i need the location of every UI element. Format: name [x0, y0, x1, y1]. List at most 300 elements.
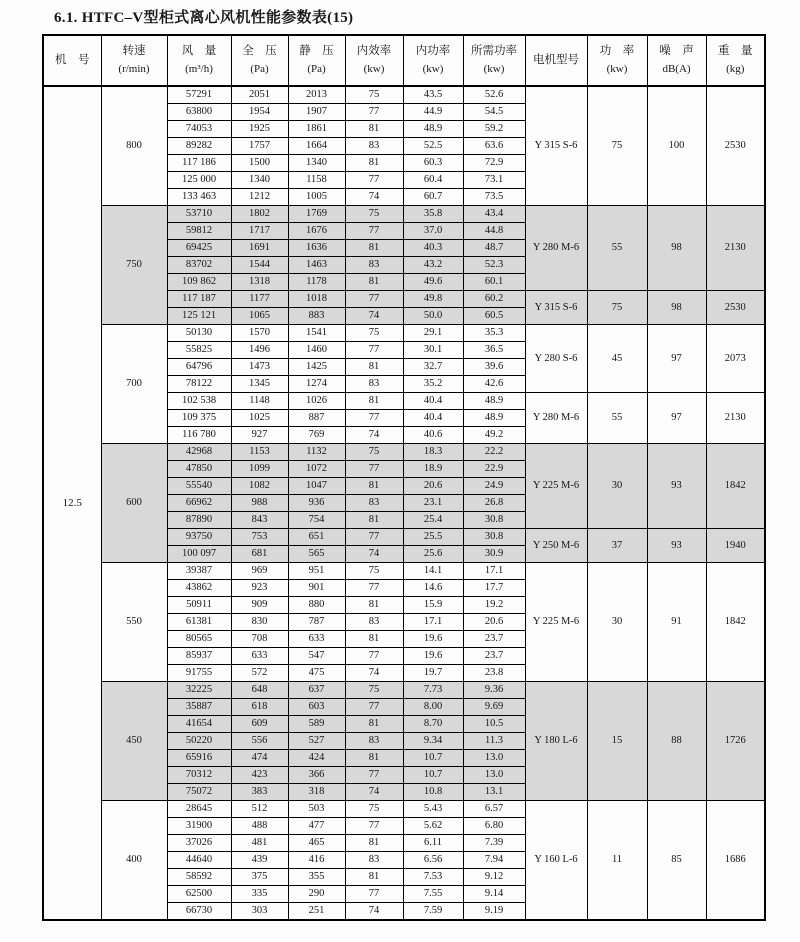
weight-cell: 2530 [706, 291, 765, 325]
motor-model-cell: Y 315 S-6 [525, 86, 587, 206]
static-pressure-cell: 355 [288, 869, 345, 886]
total-pressure-cell: 1153 [231, 444, 288, 461]
required-power-cell: 48.9 [463, 410, 525, 427]
required-power-cell: 73.5 [463, 189, 525, 206]
required-power-cell: 73.1 [463, 172, 525, 189]
airflow-cell: 116 780 [167, 427, 231, 444]
efficiency-cell: 77 [345, 410, 403, 427]
efficiency-cell: 77 [345, 342, 403, 359]
efficiency-cell: 83 [345, 257, 403, 274]
static-pressure-cell: 1026 [288, 393, 345, 410]
internal-power-cell: 50.0 [403, 308, 463, 325]
required-power-cell: 19.2 [463, 597, 525, 614]
efficiency-cell: 83 [345, 495, 403, 512]
static-pressure-cell: 1769 [288, 206, 345, 223]
static-pressure-cell: 1463 [288, 257, 345, 274]
airflow-cell: 109 375 [167, 410, 231, 427]
col-header-label: 内效率 [356, 45, 392, 58]
motor-model-cell: Y 315 S-6 [525, 291, 587, 325]
required-power-cell: 9.36 [463, 682, 525, 699]
efficiency-cell: 74 [345, 427, 403, 444]
col-header-unit: (kg) [726, 62, 745, 75]
total-pressure-cell: 1025 [231, 410, 288, 427]
total-pressure-cell: 303 [231, 903, 288, 921]
speed-cell: 450 [101, 682, 167, 801]
static-pressure-cell: 477 [288, 818, 345, 835]
weight-cell: 2530 [706, 86, 765, 206]
airflow-cell: 100 097 [167, 546, 231, 563]
airflow-cell: 43862 [167, 580, 231, 597]
static-pressure-cell: 366 [288, 767, 345, 784]
table-row [43, 206, 765, 223]
col-header-static-pressure [288, 35, 345, 86]
airflow-cell: 47850 [167, 461, 231, 478]
airflow-cell: 91755 [167, 665, 231, 682]
static-pressure-cell: 465 [288, 835, 345, 852]
efficiency-cell: 81 [345, 478, 403, 495]
airflow-cell: 59812 [167, 223, 231, 240]
motor-model-cell: Y 225 M-6 [525, 563, 587, 682]
total-pressure-cell: 1065 [231, 308, 288, 325]
efficiency-cell: 81 [345, 869, 403, 886]
internal-power-cell: 60.7 [403, 189, 463, 206]
static-pressure-cell: 936 [288, 495, 345, 512]
internal-power-cell: 40.6 [403, 427, 463, 444]
airflow-cell: 57291 [167, 86, 231, 104]
required-power-cell: 60.5 [463, 308, 525, 325]
internal-power-cell: 30.1 [403, 342, 463, 359]
airflow-cell: 44640 [167, 852, 231, 869]
table-row [43, 325, 765, 342]
airflow-cell: 75072 [167, 784, 231, 801]
efficiency-cell: 83 [345, 733, 403, 750]
motor-power-cell: 11 [587, 801, 647, 921]
airflow-cell: 58592 [167, 869, 231, 886]
efficiency-cell: 77 [345, 767, 403, 784]
airflow-cell: 89282 [167, 138, 231, 155]
airflow-cell: 42968 [167, 444, 231, 461]
motor-power-cell: 30 [587, 444, 647, 529]
col-header-noise [647, 35, 706, 86]
weight-cell: 2073 [706, 325, 765, 393]
motor-power-cell: 75 [587, 86, 647, 206]
weight-cell: 1842 [706, 444, 765, 529]
total-pressure-cell: 909 [231, 597, 288, 614]
internal-power-cell: 44.9 [403, 104, 463, 121]
total-pressure-cell: 681 [231, 546, 288, 563]
static-pressure-cell: 290 [288, 886, 345, 903]
col-header-motor-power [587, 35, 647, 86]
efficiency-cell: 74 [345, 308, 403, 325]
efficiency-cell: 77 [345, 699, 403, 716]
total-pressure-cell: 572 [231, 665, 288, 682]
internal-power-cell: 40.4 [403, 393, 463, 410]
airflow-cell: 32225 [167, 682, 231, 699]
efficiency-cell: 81 [345, 155, 403, 172]
motor-power-cell: 55 [587, 206, 647, 291]
static-pressure-cell: 527 [288, 733, 345, 750]
internal-power-cell: 5.43 [403, 801, 463, 818]
col-header-label: 机 号 [55, 53, 90, 66]
col-header-required-power [463, 35, 525, 86]
internal-power-cell: 32.7 [403, 359, 463, 376]
total-pressure-cell: 633 [231, 648, 288, 665]
total-pressure-cell: 488 [231, 818, 288, 835]
internal-power-cell: 9.34 [403, 733, 463, 750]
airflow-cell: 117 186 [167, 155, 231, 172]
efficiency-cell: 81 [345, 240, 403, 257]
total-pressure-cell: 556 [231, 733, 288, 750]
total-pressure-cell: 1212 [231, 189, 288, 206]
internal-power-cell: 37.0 [403, 223, 463, 240]
col-header-unit: (kw) [483, 62, 505, 75]
airflow-cell: 125 000 [167, 172, 231, 189]
efficiency-cell: 77 [345, 529, 403, 546]
col-header-unit: (m³/h) [185, 62, 213, 75]
total-pressure-cell: 383 [231, 784, 288, 801]
internal-power-cell: 6.56 [403, 852, 463, 869]
col-header-weight [706, 35, 765, 86]
efficiency-cell: 77 [345, 886, 403, 903]
internal-power-cell: 25.6 [403, 546, 463, 563]
static-pressure-cell: 318 [288, 784, 345, 801]
required-power-cell: 9.14 [463, 886, 525, 903]
total-pressure-cell: 969 [231, 563, 288, 580]
required-power-cell: 9.19 [463, 903, 525, 921]
airflow-cell: 63800 [167, 104, 231, 121]
static-pressure-cell: 1907 [288, 104, 345, 121]
required-power-cell: 35.3 [463, 325, 525, 342]
table-row [43, 682, 765, 699]
efficiency-cell: 81 [345, 393, 403, 410]
airflow-cell: 69425 [167, 240, 231, 257]
total-pressure-cell: 335 [231, 886, 288, 903]
col-header-label: 全 压 [242, 45, 277, 58]
required-power-cell: 36.5 [463, 342, 525, 359]
airflow-cell: 41654 [167, 716, 231, 733]
static-pressure-cell: 1072 [288, 461, 345, 478]
noise-cell: 97 [647, 393, 706, 444]
col-header-unit: (Pa) [250, 62, 269, 75]
efficiency-cell: 77 [345, 104, 403, 121]
total-pressure-cell: 609 [231, 716, 288, 733]
required-power-cell: 42.6 [463, 376, 525, 393]
airflow-cell: 53710 [167, 206, 231, 223]
efficiency-cell: 75 [345, 325, 403, 342]
airflow-cell: 37026 [167, 835, 231, 852]
total-pressure-cell: 1500 [231, 155, 288, 172]
internal-power-cell: 35.8 [403, 206, 463, 223]
internal-power-cell: 8.00 [403, 699, 463, 716]
noise-cell: 85 [647, 801, 706, 921]
internal-power-cell: 23.1 [403, 495, 463, 512]
total-pressure-cell: 1148 [231, 393, 288, 410]
airflow-cell: 125 121 [167, 308, 231, 325]
required-power-cell: 13.0 [463, 750, 525, 767]
airflow-cell: 74053 [167, 121, 231, 138]
internal-power-cell: 10.7 [403, 750, 463, 767]
speed-cell: 550 [101, 563, 167, 682]
static-pressure-cell: 787 [288, 614, 345, 631]
efficiency-cell: 74 [345, 189, 403, 206]
static-pressure-cell: 887 [288, 410, 345, 427]
static-pressure-cell: 1425 [288, 359, 345, 376]
weight-cell: 2130 [706, 393, 765, 444]
efficiency-cell: 83 [345, 614, 403, 631]
efficiency-cell: 81 [345, 716, 403, 733]
efficiency-cell: 81 [345, 631, 403, 648]
total-pressure-cell: 1691 [231, 240, 288, 257]
noise-cell: 98 [647, 291, 706, 325]
speed-cell: 750 [101, 206, 167, 325]
col-header-airflow [167, 35, 231, 86]
efficiency-cell: 83 [345, 138, 403, 155]
static-pressure-cell: 1636 [288, 240, 345, 257]
static-pressure-cell: 901 [288, 580, 345, 597]
airflow-cell: 28645 [167, 801, 231, 818]
required-power-cell: 48.9 [463, 393, 525, 410]
required-power-cell: 52.3 [463, 257, 525, 274]
noise-cell: 93 [647, 444, 706, 529]
internal-power-cell: 5.62 [403, 818, 463, 835]
motor-model-cell: Y 160 L-6 [525, 801, 587, 921]
speed-cell: 400 [101, 801, 167, 921]
required-power-cell: 30.8 [463, 529, 525, 546]
airflow-cell: 87890 [167, 512, 231, 529]
required-power-cell: 49.2 [463, 427, 525, 444]
col-header-label: 静 压 [299, 45, 334, 58]
airflow-cell: 70312 [167, 767, 231, 784]
col-header-label: 噪 声 [659, 45, 694, 58]
efficiency-cell: 81 [345, 597, 403, 614]
total-pressure-cell: 2051 [231, 86, 288, 104]
col-header-unit: dB(A) [662, 62, 691, 75]
weight-cell: 2130 [706, 206, 765, 291]
total-pressure-cell: 1570 [231, 325, 288, 342]
motor-model-cell: Y 250 M-6 [525, 529, 587, 563]
static-pressure-cell: 416 [288, 852, 345, 869]
required-power-cell: 9.69 [463, 699, 525, 716]
internal-power-cell: 7.73 [403, 682, 463, 699]
table-row [43, 86, 765, 104]
airflow-cell: 133 463 [167, 189, 231, 206]
total-pressure-cell: 423 [231, 767, 288, 784]
internal-power-cell: 35.2 [403, 376, 463, 393]
total-pressure-cell: 439 [231, 852, 288, 869]
col-header-unit: (r/min) [118, 62, 150, 75]
static-pressure-cell: 637 [288, 682, 345, 699]
airflow-cell: 78122 [167, 376, 231, 393]
weight-cell: 1686 [706, 801, 765, 921]
static-pressure-cell: 503 [288, 801, 345, 818]
static-pressure-cell: 1664 [288, 138, 345, 155]
motor-power-cell: 15 [587, 682, 647, 801]
static-pressure-cell: 1158 [288, 172, 345, 189]
internal-power-cell: 8.70 [403, 716, 463, 733]
internal-power-cell: 19.7 [403, 665, 463, 682]
static-pressure-cell: 589 [288, 716, 345, 733]
static-pressure-cell: 880 [288, 597, 345, 614]
airflow-cell: 61381 [167, 614, 231, 631]
airflow-cell: 55825 [167, 342, 231, 359]
efficiency-cell: 74 [345, 665, 403, 682]
internal-power-cell: 15.9 [403, 597, 463, 614]
static-pressure-cell: 547 [288, 648, 345, 665]
total-pressure-cell: 1802 [231, 206, 288, 223]
noise-cell: 97 [647, 325, 706, 393]
internal-power-cell: 29.1 [403, 325, 463, 342]
weight-cell: 1842 [706, 563, 765, 682]
col-header-label: 转速 [122, 45, 146, 58]
speed-cell: 700 [101, 325, 167, 444]
efficiency-cell: 75 [345, 444, 403, 461]
required-power-cell: 44.8 [463, 223, 525, 240]
internal-power-cell: 10.7 [403, 767, 463, 784]
static-pressure-cell: 769 [288, 427, 345, 444]
required-power-cell: 23.7 [463, 648, 525, 665]
required-power-cell: 7.39 [463, 835, 525, 852]
efficiency-cell: 77 [345, 172, 403, 189]
col-header-unit: (kw) [422, 62, 444, 75]
required-power-cell: 11.3 [463, 733, 525, 750]
efficiency-cell: 77 [345, 461, 403, 478]
static-pressure-cell: 754 [288, 512, 345, 529]
airflow-cell: 109 862 [167, 274, 231, 291]
airflow-cell: 66962 [167, 495, 231, 512]
efficiency-cell: 75 [345, 86, 403, 104]
required-power-cell: 30.9 [463, 546, 525, 563]
efficiency-cell: 81 [345, 274, 403, 291]
internal-power-cell: 49.8 [403, 291, 463, 308]
motor-model-cell: Y 280 S-6 [525, 325, 587, 393]
required-power-cell: 9.12 [463, 869, 525, 886]
total-pressure-cell: 1954 [231, 104, 288, 121]
required-power-cell: 23.8 [463, 665, 525, 682]
airflow-cell: 64796 [167, 359, 231, 376]
total-pressure-cell: 618 [231, 699, 288, 716]
internal-power-cell: 43.2 [403, 257, 463, 274]
static-pressure-cell: 475 [288, 665, 345, 682]
airflow-cell: 85937 [167, 648, 231, 665]
efficiency-cell: 77 [345, 648, 403, 665]
motor-power-cell: 75 [587, 291, 647, 325]
static-pressure-cell: 883 [288, 308, 345, 325]
total-pressure-cell: 481 [231, 835, 288, 852]
motor-power-cell: 45 [587, 325, 647, 393]
total-pressure-cell: 1177 [231, 291, 288, 308]
internal-power-cell: 7.59 [403, 903, 463, 921]
total-pressure-cell: 1544 [231, 257, 288, 274]
total-pressure-cell: 512 [231, 801, 288, 818]
static-pressure-cell: 1018 [288, 291, 345, 308]
motor-model-cell: Y 280 M-6 [525, 393, 587, 444]
total-pressure-cell: 1082 [231, 478, 288, 495]
required-power-cell: 6.80 [463, 818, 525, 835]
internal-power-cell: 60.3 [403, 155, 463, 172]
noise-cell: 88 [647, 682, 706, 801]
efficiency-cell: 75 [345, 801, 403, 818]
col-header-internal-power [403, 35, 463, 86]
airflow-cell: 35887 [167, 699, 231, 716]
efficiency-cell: 77 [345, 818, 403, 835]
total-pressure-cell: 1473 [231, 359, 288, 376]
speed-cell: 600 [101, 444, 167, 563]
efficiency-cell: 75 [345, 682, 403, 699]
static-pressure-cell: 2013 [288, 86, 345, 104]
col-header-machine [43, 35, 101, 86]
internal-power-cell: 18.3 [403, 444, 463, 461]
static-pressure-cell: 565 [288, 546, 345, 563]
required-power-cell: 22.9 [463, 461, 525, 478]
airflow-cell: 31900 [167, 818, 231, 835]
total-pressure-cell: 830 [231, 614, 288, 631]
internal-power-cell: 20.6 [403, 478, 463, 495]
static-pressure-cell: 1541 [288, 325, 345, 342]
total-pressure-cell: 1717 [231, 223, 288, 240]
fan-performance-table [42, 34, 766, 921]
static-pressure-cell: 1676 [288, 223, 345, 240]
motor-power-cell: 55 [587, 393, 647, 444]
noise-cell: 91 [647, 563, 706, 682]
static-pressure-cell: 603 [288, 699, 345, 716]
total-pressure-cell: 1925 [231, 121, 288, 138]
weight-cell: 1940 [706, 529, 765, 563]
airflow-cell: 55540 [167, 478, 231, 495]
internal-power-cell: 25.5 [403, 529, 463, 546]
required-power-cell: 17.1 [463, 563, 525, 580]
col-header-unit: (kw) [606, 62, 628, 75]
table-body [43, 86, 765, 920]
weight-cell: 1726 [706, 682, 765, 801]
required-power-cell: 13.1 [463, 784, 525, 801]
static-pressure-cell: 1005 [288, 189, 345, 206]
internal-power-cell: 40.3 [403, 240, 463, 257]
total-pressure-cell: 843 [231, 512, 288, 529]
internal-power-cell: 19.6 [403, 631, 463, 648]
table-row [43, 444, 765, 461]
airflow-cell: 80565 [167, 631, 231, 648]
total-pressure-cell: 375 [231, 869, 288, 886]
table-row [43, 563, 765, 580]
internal-power-cell: 49.6 [403, 274, 463, 291]
airflow-cell: 65916 [167, 750, 231, 767]
total-pressure-cell: 988 [231, 495, 288, 512]
airflow-cell: 102 538 [167, 393, 231, 410]
motor-power-cell: 37 [587, 529, 647, 563]
total-pressure-cell: 753 [231, 529, 288, 546]
efficiency-cell: 83 [345, 852, 403, 869]
total-pressure-cell: 1340 [231, 172, 288, 189]
required-power-cell: 52.6 [463, 86, 525, 104]
airflow-cell: 39387 [167, 563, 231, 580]
required-power-cell: 26.8 [463, 495, 525, 512]
airflow-cell: 93750 [167, 529, 231, 546]
internal-power-cell: 43.5 [403, 86, 463, 104]
efficiency-cell: 75 [345, 563, 403, 580]
static-pressure-cell: 1132 [288, 444, 345, 461]
required-power-cell: 17.7 [463, 580, 525, 597]
required-power-cell: 54.5 [463, 104, 525, 121]
internal-power-cell: 6.11 [403, 835, 463, 852]
efficiency-cell: 77 [345, 223, 403, 240]
required-power-cell: 43.4 [463, 206, 525, 223]
airflow-cell: 62500 [167, 886, 231, 903]
required-power-cell: 20.6 [463, 614, 525, 631]
efficiency-cell: 81 [345, 512, 403, 529]
internal-power-cell: 48.9 [403, 121, 463, 138]
internal-power-cell: 14.6 [403, 580, 463, 597]
internal-power-cell: 18.9 [403, 461, 463, 478]
